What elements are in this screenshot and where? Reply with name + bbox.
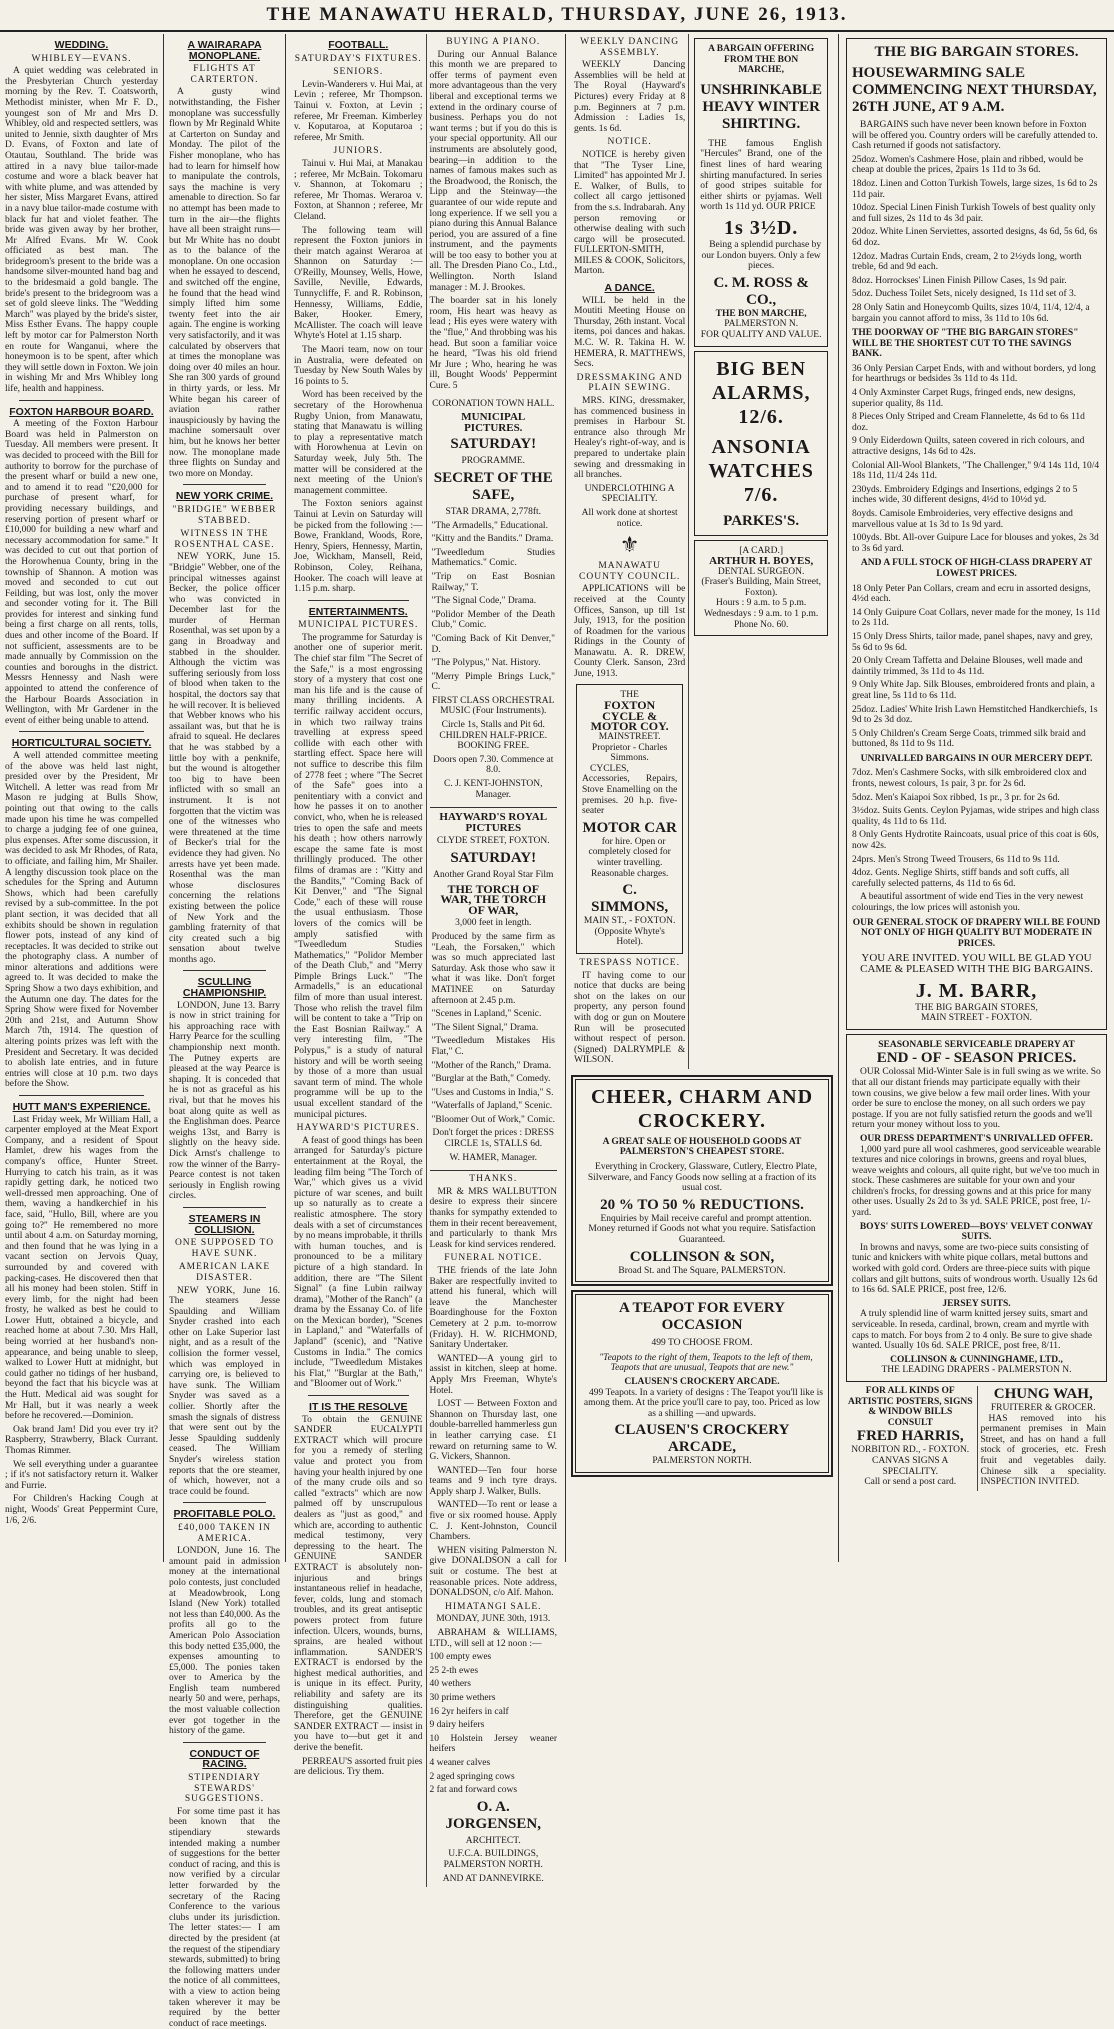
headline-steamers: STEAMERS IN COLLISION.: [188, 1212, 261, 1236]
hayward-street: CLYDE STREET, FOXTON.: [436, 836, 550, 847]
cc-sub: THE LEADING DRAPERS - PALMERSTON N.: [881, 1365, 1072, 1376]
end-title: END - OF - SEASON PRICES.: [876, 1050, 1077, 1067]
boys-title: BOYS' SUITS LOWERED—BOYS' VELVET CONWAY SUITS.: [859, 1221, 1094, 1243]
cycle-body: CYCLES, Accessories, Repairs, Stove Enamelling on the premises. 20 h.p. five-seater: [582, 763, 678, 817]
word-received: Word has been received by the secretary of the Horowhenua Rugby Union, from Manawatu, stating that Manawatu is willing to play a representative match with Horowhenua at Levin on Saturday week, July 5th. The matter will be considered at the next meeting of the Union's management committee.: [294, 390, 423, 496]
maori-team: The Maori team, now on tour in Australia, were defeated on Tuesday by New South Wales by 16 points to 5.: [294, 345, 423, 387]
article-horticultural: A well attended committee meeting of the above was held last night, presided over by the President, Mr Witchell. A letter was read from Mr Mason re judging at Bulls Show, pointing out that owing to the calls made upon his time he was compelled to charge a judging fee of one guinea, plus expenses. After some discussion, it was decided to ask Mr Rhodes, of Rata, to officiate, and failing him, Mr Shailer. A lengthy discussion took place on the schedules for the Spring and Autumn Shows, which had been carefully revised by a sub-committee. In the pot plant section, it was decided that all exhibits should be shown in regulation flower pots, instead of any kind of receptacles. It was decided to strike out the photography class. A number of minor alterations and additions were agreed to. It was decided to make the Spring Show a two days exhibition, and the Autumn one day. The dates for the Spring Show were fixed for November 20th and 21st, and Autumn Show March 7th, 1914. The question of altering points prizes was left with the President and Secretary. It was decided to abolish late entries, and in future entries will close at 10 p.m. two days before the Show.: [5, 751, 158, 1090]
column-5: [838, 34, 1114, 1562]
column-3-left: [291, 34, 426, 1887]
another-film: Another Grand Royal Star Film: [433, 870, 554, 880]
bargain-item: 14 Only Guipure Coat Collars, never made for the money, 1s 11d to 2s 11d.: [852, 607, 1100, 629]
column-4-left: [571, 34, 688, 1069]
ad-coronation: [430, 395, 558, 809]
cheer-title: CHEER, CHARM AND CROCKERY.: [590, 1085, 814, 1132]
torch-programme-item: "Waterfalls of Japland," Scenic.: [431, 1101, 553, 1112]
ad-hayward: [430, 808, 558, 1171]
simmons-address: MAIN ST., - FOXTON. (Opposite Whyte's Hotel).: [583, 916, 676, 948]
ad-cycle: [576, 684, 683, 954]
motor-car: MOTOR CAR: [582, 819, 677, 836]
ad-parkes: [694, 351, 828, 536]
postcard: Call or send a post card.: [864, 1477, 957, 1488]
bargain-item: 3½doz. Suits Gents. Ceylon Pyjamas, wide stripes and high class quality, 4s 11d to 6s 11d.: [852, 806, 1100, 827]
wanted-3: WANTED—To rent or lease a five or six roomed house. Apply C. J. Kent-Johnston, Council Chambers.: [429, 1500, 557, 1543]
fraser: (Fraser's Building, Main Street, Foxton).: [701, 577, 821, 598]
article-steamers: NEW YORK, June 16. The steamers Jesse Spaulding and William Snyder crashed into each other on Lake Superior last night, and as a result of the collision the former vessel, which was employed in carrying ore, is believed to have sunk. The William Snyder was saved as a collier. Shortly after the smash the signals of distress that were sent out by the Jesse Spaulding suddenly ceased. The William Snyder's wireless station reports that the ore steamer, of which, however, not a trace could be found.: [169, 1285, 280, 1497]
programme-label: PROGRAMME.: [461, 456, 526, 467]
column-4: [565, 34, 838, 1562]
bargain-item: Colonial All-Wool Blankets, "The Challenger," 9/4 14s 11d, 10/4 18s 11d, 11/4 24s 11d.: [852, 460, 1100, 482]
subhead-thanks: THANKS.: [469, 1174, 518, 1185]
season-body: OUR Colossal Mid-Winter Sale is in full swing as we write. So that all our distant friends may participate equally with their town cousins, we give below a few mail order lines. With your order be sure to enclose the money, on all such orders we pay postage. If you are not fully satisfied return the goods and we'll return your money without loss to you.: [852, 1067, 1101, 1131]
article-racing: For some time past it has been known that the stipendiary stewards intended making a number of suggestions for the better conduct of racing, and this is now verified by a circular letter forwarded by the secretary of the Racing Conference to the various clubs under its jurisdiction. The letter states:— I am directed by the president (at the request of the stipendiary stewards, submitted) to bring the following matters under the notice of all committees, with a view to action being taken wherever it may be required by the better conduct of race meetings.: [169, 1806, 280, 2029]
a-dance-body: WILL be held in the Moutiti Meeting House on Thursday, 26th instant. Vocal items, poi dances and hakas. M.C. W. R. Takina H. W. HEMERA, R. MATTHEWS, Secs.: [574, 295, 686, 370]
wanted-2: WANTED—Ten four horse teams and 9 inch tyre drays. Apply sharp J. Walker, Bulls.: [429, 1465, 557, 1497]
manager: C. J. KENT-JOHNSTON, Manager.: [444, 779, 543, 800]
bon-marche: THE BON MARCHE,: [715, 308, 807, 319]
bargain-item: 9 Only White Jap. Silk Blouses, embroidered fronts and plain, a great line, 5s 11d to 6s 11d.: [852, 680, 1095, 701]
barr: J. M. BARR,: [915, 979, 1038, 1002]
headline-racing: CONDUCT OF RACING.: [189, 1747, 260, 1771]
headline-hutt: HUTT MAN'S EXPERIENCE.: [12, 1101, 151, 1113]
himatangi-item: 40 wethers: [429, 1679, 471, 1690]
subhead-municipal: MUNICIPAL PICTURES.: [298, 620, 419, 631]
masthead: THE MANAWATU HERALD, THURSDAY, JUNE 26, 1913.: [0, 0, 1114, 32]
subhead-steamers-1: ONE SUPPOSED TO HAVE SUNK.: [174, 1238, 275, 1259]
programme-item: "Polidor Member of the Death Club," Comic.: [431, 609, 555, 631]
programme-item: "Kitty and the Bandits." Drama.: [431, 534, 554, 545]
subhead-dance: WEEKLY DANCING ASSEMBLY.: [580, 37, 680, 58]
subhead-himatangi: HIMATANGI SALE.: [444, 1601, 542, 1612]
parkes: PARKES'S.: [723, 512, 800, 529]
torch-programme-item: "Burglar at the Bath," Comedy.: [431, 1074, 551, 1085]
article-wedding: A quiet wedding was celebrated in the Presbyterian Church yesterday morning by the Rev. T. Coatsworth, Methodist minister, when Mr F. D., youngest son of Mr and Mrs D. Whibley, old and respected settlers, was united to Jennie, sixth daughter of Mrs D. Evans, of Foxton and late of Otautau, Southland. The bride was attired in a navy blue tailor-made costume and wore a black beaver hat with white plume, and was attended by her sister, Miss Margaret Evans, attired in a navy blue tailor-made costume with black fur hat and violet feather. The bride was given away by her brother, Mr Alfred Evans. Mr W. Cook officiated as best man. The bridegroom's present to the bride was a handsome silver-mounted hand bag and to the bridesmaid a gold bangle. The bride's present to the bridegroom was a set of gold sleeve links. The "Wedding March" was played by the bride's sister, Miss Esther Evans. The happy couple left by motor car for Palmerston North en route for Wanganui, where the honeymoon is to be spent, after which they will settle down in Foxton. We join in wishing Mr and Mrs Whibley long life, health and happiness.: [5, 66, 158, 394]
bargain-item: 20 Only Cream Taffetta and Delaine Blouses, well made and daintily trimmed, 3s 11d to 4s 11d.: [852, 656, 1083, 677]
clausen-1: CLAUSEN'S CROCKERY ARCADE.: [624, 1377, 780, 1387]
dental: DENTAL SURGEON.: [717, 566, 805, 577]
shirting-price: 1s 3½D.: [724, 216, 799, 239]
notice-body: NOTICE is hereby given that "The Tyser Line, Limited" has appointed Mr J. E. Walker, of Bulls, to collect all cargo jettisoned from the s.s. Indrabarah. Any person removing or otherwise dealing with such cargo will be prosecuted. FULLERTON-SMITH, MILES & COOK, Solicitors, Marton.: [574, 149, 686, 277]
enquiries: Enquiries by Mail receive careful and prompt attention. Money returned if Goods not what you require. Satisfaction Guaranteed.: [588, 1213, 816, 1246]
article-hutt: Last Friday week, Mr William Hall, a carpenter employed at the Meat Export Company, and a resident of Spout Hamlet, drew his wages from the company's office, Hunter Street. Hurrying to catch his train, as it was rapidly getting dark, he noticed two well-dressed men approaching. One of them, waving a handkerchief in his face, said, "Hullo, Bill, where are you going to?" He remembered no more until about 4 a.m. on Saturday morning, and then found that he was lying in a vacant section on Jervois Quay, surrounded by and covered with packing-cases. He discovered then that all his money had been stolen. Stiff in every limb, for the night had been frosty, he walked as best he could to Lower Hutt, obtained a bicycle, and reached home at about 7.30. Mrs Hall, being worried at her husband's non-appearance, and being unable to sleep, walked to Lower Hutt at midnight, but could gather no tidings of her husband, beyond the fact that his bicycle was at the Hutt. Medical aid was sought for Mr Hall, but it was nearly a week before he recovered.—Dominion.: [5, 1114, 158, 1422]
boyes: ARTHUR H. BOYES,: [709, 555, 814, 568]
bargain-item: 25doz. Women's Cashmere Hose, plain and ribbed, would be cheap at double the prices, 2pairs 1s 11d to 3s 6d.: [852, 154, 1084, 176]
ad-bon-marche: [694, 38, 828, 347]
ties: A beautiful assortment of wide end Ties in the very newest colourings, the low prices will astonish you.: [852, 892, 1084, 913]
headline-resolve: IT IS THE RESOLVE: [309, 1401, 408, 1414]
teapot-poem: "Teapots to the right of them, Teapots to the left of them, Teapots that are unusual, Teapots that are new.": [599, 1352, 813, 1374]
programme-item: "The Polypus," Nat. History.: [431, 658, 541, 669]
himatangi-item: 16 2yr heifers in calf: [429, 1706, 509, 1717]
housewarming: HOUSEWARMING SALE COMMENCING NEXT THURSDAY, 26TH JUNE, AT 9 A.M.: [852, 65, 1097, 115]
bargain-item: 8doz. Horrockses' Linen Finish Pillow Cases, 1s 9d pair.: [852, 275, 1067, 286]
simmons: C. SIMMONS,: [591, 882, 669, 916]
bargain-item: 10doz. Special Linen Finish Turkish Towels of best quality only and full sizes, 2s 11d to 4s 3d pair.: [852, 203, 1096, 224]
ad-perreau: PERREAU'S assorted fruit pies are delicious. Try them.: [294, 1756, 423, 1778]
palmerston: PALMERSTON N.: [724, 319, 799, 330]
teapot-title: A TEAPOT FOR EVERY OCCASION: [618, 1300, 786, 1334]
subhead-ny-1: "BRIDGIE" WEBBER STABBED.: [172, 504, 277, 526]
general-stock: OUR GENERAL STOCK OF DRAPERY WILL BE FOUND NOT ONLY OF HIGH QUALITY BUT MODERATE IN PRICES.: [852, 917, 1101, 949]
subhead-notice: NOTICE.: [607, 137, 652, 148]
feet: 3,000 feet in length.: [455, 918, 532, 929]
ansonia: ANSONIA WATCHES 7/6.: [708, 435, 814, 506]
programme-item: "Coming Back of Kit Denver," D.: [431, 633, 555, 655]
torch-body: Produced by the same firm as "Leah, the Forsaken," which was so much appreciated last Saturday. Ask those who saw it what it was like. Don't forget MATINEE on Saturday afternoon at 2.45 p.m.: [431, 931, 555, 1006]
article-municipal: The programme for Saturday is another one of superior merit. The chief star film "The Secret of the Safe," is a most engrossing story of a mystery that cost one man his life and is the cause of many thrilling incidents. A terrific railway accident occurs, in which two railway trains travelling at express speed collide with each other with startling effect. Space here will not suffice to describe this film of 2778 feet ; where "The Secret of the Safe" goes into a penitentiary with a convict and how he passes it on to another convict, who, when he is released tries to open the safe and meets his death ; how others narrowly escape the same fate is most thrillingly produced. The other films of dramas are : "Kitty and the Bandits," "Coming Back of Kit Denver," and "The Signal Code," each of these will rouse the usual enthusiasm. Those lovers of the comics will be amply satisfied with "Tweedledum Studies Mathematics," "Polidor Member of the Death Club," and "Merry Pimple Brings Luck." "The Armadells," is an educational film of more than usual interest. Those who relish the travel film will be content to take a "Trip on the East Bosnian Railway." A very interesting film, "The Polypus," is a study of natural history and will be worth seeing by those of a more than usual savant term of mind. The whole programme will be up to the usual excellent standard of the municipal pictures.: [294, 632, 423, 1120]
canvas: CANVAS SIGNS A SPECIALITY.: [872, 1455, 949, 1477]
shirting-note: Being a splendid purchase by our London buyers. Only a few pieces.: [701, 239, 822, 272]
column-1: [0, 34, 163, 1562]
motor-body: for hire. Open or completely closed for winter travelling. Reasonable charges.: [588, 836, 671, 879]
column-3: [285, 34, 565, 1884]
ad-barr: [846, 38, 1107, 1030]
collinson: COLLINSON & SON,: [629, 1248, 775, 1265]
column-2: [163, 34, 285, 2029]
saturday-title: SATURDAY!: [450, 436, 537, 453]
article-ny-crime: NEW YORK, June 15. "Bridgie" Webber, one of the principal witnesses against Becker, the police officer who was convicted in December last for the murder of Herman Rosenthal, was set upon by a gang in Broadway and stabbed in the shoulder. Although the victim was suffering seriously from loss of blood when taken to the hospital, the doctors say that he will recover. It is believed that Webber knows who his assailant was, but that he is afraid to squeal. He declares that he was stabbed by a little boy with a penknife, but the wound is altogether too big to have been inflicted with so small an instrument. It is not forgotten that the victim was one of the witnesses who were threatened at the time of Becker's trial for the evidence they had given. No arrests have yet been made. Rosenthal was the man whose disclosures concerning the relations existing between the police of New York and the gambling fraternity of that city created such a big sensation about twelve months ago.: [169, 552, 280, 965]
ad-peppermint: For Children's Hacking Cough at night, Woods' Great Peppermint Cure, 1/6, 2/6.: [5, 1494, 158, 1526]
cycle-street: MAINSTREET.: [598, 732, 661, 743]
headline-football: FOOTBALL.: [328, 39, 389, 51]
teapot-body: 499 Teapots. In a variety of designs : The Teapot you'll like is among them. At the price you'll care to pay, too. Priced as low as a shilling —and upwards.: [583, 1387, 823, 1419]
programme-item: "The Armadells," Educational.: [431, 520, 548, 531]
dressmaking-body: MRS. KING, dressmaker, has commenced business in premises in Harbour St. entrance also through Mr Healey's right-of-way, and is prepared to undertake plain sewing and dressmaking in all branches.: [574, 396, 686, 481]
big-ben: BIG BEN ALARMS, 12/6.: [711, 357, 811, 428]
card-label: [A CARD.]: [739, 545, 784, 556]
dress-dept: OUR DRESS DEPARTMENT'S UNRIVALLED OFFER.: [860, 1133, 1093, 1144]
programme-item: "Merry Pimple Brings Luck," C.: [431, 671, 555, 693]
subhead-hayward: HAYWARD'S PICTURES.: [296, 1123, 420, 1134]
ad-boyes: [694, 540, 828, 637]
bargain-list-1: [852, 155, 1101, 324]
doorway: THE DOORWAY OF "THE BIG BARGAIN STORES" WILL BE THE SHORTEST CUT TO THE SAVINGS BANK.: [852, 328, 1079, 360]
torch-programme-item: "The Silent Signal," Drama.: [431, 1022, 539, 1033]
bargain-list-4: [852, 768, 1101, 889]
dannevirke: AND AT DANNEVIRKE.: [442, 1873, 544, 1884]
himatangi-item: 10 Holstein Jersey weaner heifers: [429, 1733, 557, 1755]
barr-address: MAIN STREET - FOXTON.: [920, 1013, 1032, 1024]
himatangi-item: 2 fat and forward cows: [429, 1785, 518, 1796]
bargain-item: 12doz. Madras Curtain Ends, cream, 2 to 2½yds long, worth treble, 6d and 9d each.: [852, 251, 1082, 273]
fruiterer: FRUITERER & GROCER.: [990, 1402, 1096, 1413]
subhead-ny-2: WITNESS IN THE ROSENTHAL CASE.: [174, 529, 275, 550]
cycle-title: FOXTON CYCLE & MOTOR COY.: [590, 698, 669, 734]
subhead-funeral: FUNERAL NOTICE.: [444, 1253, 543, 1264]
lost: LOST — Between Foxton and Shannon on Thursday last, one double-barrelled hammerless gun in leather carrying case. £1 reward on returning same to W. G. Vickers, Shannon.: [429, 1399, 557, 1463]
himatangi-item: 30 prime wethers: [429, 1692, 496, 1703]
quality-value: FOR QUALITY AND VALUE.: [700, 329, 822, 340]
ross: C. M. ROSS & CO.,: [713, 274, 809, 308]
programme-item: "Trip on East Bosnian Railway," T.: [431, 571, 555, 593]
headline-ny-crime: NEW YORK CRIME.: [175, 490, 274, 503]
full-stock: AND A FULL STOCK OF HIGH-CLASS DRAPERY AT LOWEST PRICES.: [860, 558, 1093, 579]
torch-list: [432, 1009, 556, 1125]
cheer-body: Everything in Crockery, Glassware, Cutlery, Electro Plate, Silverware, and Fancy Goods now selling at a fraction of its usual cost.: [587, 1162, 817, 1194]
mercery: UNRIVALLED BARGAINS IN OUR MERCERY DEPT.: [860, 753, 1093, 764]
article-resolve: To obtain the GENUINE SANDER EUCALYPTI EXTRACT which will procure for you a remedy of sterling value and protect you from having your health injured by one of the many crude oils and so called "extracts" which are now palmed off by unscrupulous dealers as "just as good," and which are, according to authentic medical testimony, very depressing to the heart. The GENUINE SANDER EXTRACT is absolutely non-injurious and brings instantaneous relief in headache, fever, colds, lung and stomach troubles, and its great antiseptic powers protect from future infection. Ulcers, wounds, burns, sprains, are healed without inflammation. SANDER'S EXTRACT is endorsed by the highest medical authorities, and is unique in its effect. Purity, reliability and safety are its distinguishing qualities. Therefore, get the GENUINE SANDER EXTRACT — insist in you have to—but get it and derive the benefit.: [294, 1414, 423, 1754]
orchestral: FIRST CLASS ORCHESTRAL MUSIC (Four Instruments).: [432, 695, 555, 717]
bargain-item: 100yds. Bbt. All-over Guipure Lace for blouses and yokes, 2s 3d to 3s 6d yard.: [852, 533, 1099, 554]
article-polo: LONDON, June 16. The amount paid in admission money at the international polo contests, just concluded at Meadowbrook, Long Island (New York) totalled not less than £40,000. As the profits all go to the American Polo Association this body netted £35,000, the expenses amounting to £5,000. The ponies taken over to America by the English team numbered nearly 50 and were, perhaps, the most valuable collection ever got together in the history of the game.: [169, 1546, 280, 1737]
torch-title: THE TORCH OF WAR, THE TORCH OF WAR,: [440, 881, 547, 917]
jersey-title: JERSEY SUITS.: [942, 1298, 1011, 1309]
barr-sub: THE BIG BARGAIN STORES,: [915, 1002, 1038, 1013]
programme-item: "The Signal Code," Drama.: [431, 596, 537, 607]
ad-oak-jam: Oak brand Jam! Did you ever try it? Raspberry, Strawberry, Black Currant. Thomas Rimmer.: [5, 1424, 158, 1456]
palmerston-north: PALMERSTON NORTH.: [652, 1456, 752, 1467]
dress-circle: Don't forget the prices : DRESS CIRCLE 1s, STALLS 6d.: [432, 1128, 555, 1150]
jersey-body: A truly splendid line of warm knitted jersey suits, smart and serviceable. In reseda, cardinal, brown, cream and myrtle with caps to match. For boys from 2 to 4 only. Be sure to give shade wanted. Usually 10s 6d. SALE PRICE, post free, 8/11.: [852, 1309, 1093, 1352]
shirting-title: UNSHRINKABLE HEAVY WINTER SHIRTING.: [700, 81, 822, 132]
all-work: All work done at shortest notice.: [581, 507, 678, 529]
bargain-item: 5doz. Duchess Toilet Sets, nicely designed, 1s 11d set of 3.: [852, 289, 1077, 300]
himatangi-date: MONDAY, JUNE 30th, 1913.: [436, 1614, 551, 1625]
subhead-football: SATURDAY'S FIXTURES.: [294, 53, 422, 64]
stores-title: THE BIG BARGAIN STORES.: [874, 44, 1079, 60]
thanks-body: MR & MRS WALLBUTTON desire to express their sincere thanks for sympathy extended to them in their recent bereavement, and particularly to thank Mrs Leask for kind services rendered.: [429, 1186, 557, 1250]
bargain-list-3: [852, 584, 1101, 750]
torch-programme-item: "Scenes in Lapland," Scenic.: [431, 1009, 542, 1020]
jorgensen: O. A. JORGENSEN,: [445, 1798, 541, 1832]
broad-street: Broad St. and The Square, PALMERSTON.: [618, 1265, 786, 1276]
himatangi-item: 100 empty ewes: [429, 1652, 492, 1663]
prices: Circle 1s, Stalls and Pit 6d. CHILDREN HALF-PRICE. BOOKING FREE.: [439, 720, 548, 752]
subhead-juniors: JUNIORS.: [333, 146, 383, 157]
bargain-item: 8oyds. Camisole Embroideries, very effective designs and marvellous value at 1s 3d to 1s 9d yard.: [852, 509, 1073, 530]
headline-a-dance: A DANCE.: [604, 282, 655, 295]
harris-pre: FOR ALL KINDS OF ARTISTIC POSTERS, SIGNS & WINDOW BILLS CONSULT: [847, 1385, 973, 1428]
torch-programme-item: "Bloomer Out of Work," Comic.: [431, 1114, 555, 1125]
fixtures-juniors: Tainui v. Hui Mai, at Manakau ; referee, Mr McBain. Tokomaru v. Shannon, at Tokomaru ; referee, Mr Thomas. Weraroa v. Foxton, at Shannon ; referee, Mr Cleland.: [294, 158, 423, 222]
article-harbour: A meeting of the Foxton Harbour Board was held in Palmerston on Tuesday. All members were present. It was decided to proceed with the Bill for authority to borrow for the purchase of the present wharf or build a new one, and to amend it to read "£20,000 for purchase of present wharf, for providing necessary buildings, and reserving portion of present wharf or £10,000 for building a new wharf and necessary accommodation for same." It was decided to cut out that portion of the Horowhenua County, bring in the township of Shannon. A motion was moved and seconded to cut out Feilding, but was lost, only the mover and seconder voting for it. The Bill provides for interest and sinking fund being a first charge on all rents, tolls, dues and other income of the Board. If not sufficient, assessments are to be made annually by Commission on the counties and boroughs in the district. Messrs Hennessy and Nash were appointed to attend the conference of the Harbour Boards Association in Wellington, with Mr Gardener in the event of either being unable to attend.: [5, 419, 158, 726]
bargain-item: 7doz. Men's Cashmere Socks, with silk embroidered clox and fronts, newest colours, 1s pair, 3 pr. for 2s 6d.: [852, 768, 1087, 790]
subhead-steamers-2: AMERICAN LAKE DISASTER.: [178, 1262, 271, 1283]
bargain-item: 4 Only Axminster Carpet Rugs, fringed ends, new designs, superior quality, 8s 11d.: [852, 388, 1076, 409]
himatangi-item: 2 aged springing cows: [429, 1771, 515, 1782]
bargain-item: 230yds. Embroidery Edgings and Insertions, edgings 2 to 5 inches wide, 30 different designs, 4½d to 10½d yd.: [852, 484, 1078, 506]
bargain-item: 20doz. White Linen Serviettes, assorted designs, 4s 6d, 5s 6d, 6s 6d doz.: [852, 227, 1098, 248]
article-piano: During our Annual Balance this month we are prepared to offer terms of payment even more advantageous than the very liberal and exceptional terms we extend in the ordinary course of business. Perhaps you do not want terms ; but if you do this is your special opportunity. All our instruments are absolutely good, bearing—in addition to the names of famous makes such as the Broadwood, the Ronisch, the Lipp and the Steinway—the guarantee of our wide repute and long experience. If we sell you a piano during this Annual Balance period, you are assured of a fine instrument, and the payments will be too easy to bother you at all. The Dresden Piano Co., Ltd., Wellington. North Island manager : M. J. Brookes.: [429, 49, 557, 293]
hayward-title: HAYWARD'S ROYAL PICTURES: [439, 811, 548, 834]
headline-harbour: FOXTON HARBOUR BOARD.: [9, 405, 154, 418]
fixtures-seniors: Levin-Wanderers v. Hui Mai, at Levin ; referee, Mr Thompson. Tainui v. Foxton, at Levin ; referee, Mr Freeman. Kimberley v. Koputaroa, at Koputaroa ; referee, Mr Smith.: [294, 79, 423, 143]
chung-body: HAS removed into his permanent premises in Main Street, and has on hand a full stock of groceries, etc. Fresh fruit and vegetables daily. Chinese silk a speciality. INSPECTION INVITED.: [980, 1413, 1106, 1488]
himatangi-list: [430, 1652, 558, 1796]
saturday-2: SATURDAY!: [450, 850, 537, 866]
programme-list: [432, 521, 556, 693]
ad-chung-wah: [977, 1386, 1110, 1491]
subhead-polo: £40,000 TAKEN IN AMERICA.: [178, 1522, 271, 1544]
crest-icon: ⚜: [619, 532, 640, 558]
invited: YOU ARE INVITED. YOU WILL BE GLAD YOU CAME & PLEASED WITH THE BIG BARGAINS.: [860, 952, 1093, 975]
cc-title: COLLINSON & CUNNINGHAME, LTD.,: [890, 1354, 1063, 1365]
ad-teapot: [571, 1290, 833, 1477]
team-juniors: The following team will represent the Foxton juniors in their match against Weraroa at Shannon on Saturday :— O'Reilly, Mounsey, Wells, Howe, Saville, Neville, Edwards, Tunnycliffe, F. and R. Robinson, Hennessy, Williams, Eddie, Baker, Hooker. Emery, McAllister. The coach will leave Whyte's Hotel at 1.15 sharp.: [294, 225, 423, 342]
wanted-1: WANTED—A young girl to assist in kitchen, sleep at home. Apply Mrs Freeman, Whyte's Hotel.: [429, 1353, 557, 1396]
bargain-item: 5doz. Men's Kaiapoi Sox ribbed, 1s pr., 3 pr. for 2s 6d.: [852, 792, 1060, 803]
column-4-right: [688, 34, 833, 1069]
phone: Phone No. 60.: [733, 619, 789, 630]
headline-sculling: SCULLING CHAMPIONSHIP.: [182, 976, 267, 1000]
headline-horticultural: HORTICULTURAL SOCIETY.: [11, 737, 152, 750]
chung: CHUNG WAH,: [993, 1385, 1093, 1402]
subhead-council: MANAWATU COUNTY COUNCIL.: [579, 561, 681, 582]
headline-entertainments: ENTERTAINMENTS.: [308, 605, 408, 618]
subhead-wedding: WHIBLEY—EVANS.: [31, 53, 132, 64]
article-sculling: LONDON, June 13. Barry is now in strict training for his approaching race with Harry Pearce for the sculling championship next month. The Putney experts are pleased at the way Pearce is shaping. It is conceded that he is not as graceful as his rival, but that he moves his boat along quite as well as the Englishman does. Pearce weighs 13st, and Barry is slightly on the heavy side. Dick Arnst's challenge to row the winner of the Barry-Pearce contest is not taken seriously in English rowing circles.: [169, 1000, 280, 1202]
choose: 499 TO CHOOSE FROM.: [651, 1338, 753, 1349]
trespass-body: IT having come to our notice that ducks are being shot on the lakes on our property, any person found with dog or gun on Moutere Run will be prosecuted without respect of person. (Signed) DALRYMPLE & WILSON.: [574, 970, 686, 1066]
donaldson: WHEN visiting Palmerston N. give DONALDSON a call for suit or costume. The best at reasonable prices. Note address, DONALDSON, c/o Alf. Mahon.: [429, 1545, 557, 1599]
ad-end-of-season: [846, 1034, 1107, 1382]
bargain-item: 28 Only Satin and Honeycomb Quilts, sizes 10/4, 11/4, 12/4, a bargain you cannot afford to miss, 3s 11d to 10s 6d.: [852, 302, 1090, 324]
subhead-trespass: TRESPASS NOTICE.: [579, 957, 680, 968]
himatangi-item: 25 2-th ewes: [429, 1665, 479, 1676]
bargain-item: 18doz. Linen and Cotton Turkish Towels, large sizes, 1s 6d to 2s 11d pair.: [852, 178, 1098, 200]
bottom-ads: [844, 1386, 1109, 1491]
coronation-title: CORONATION TOWN HALL.: [432, 398, 555, 409]
cycle-prop: Proprietor - Charles Simmons.: [591, 742, 668, 764]
doors: Doors open 7.30. Commence at 8.0.: [433, 754, 554, 776]
article-monoplane: A gusty wind notwithstanding, the Fisher monoplane was successfully flown by Mr Reginald White at Carterton on Sunday and Monday. The pilot of the Fisher monoplane, who has had to learn for himself how to manipulate the controls, says the machine is very amenable to direction. So far no attempt has been made to turn in the air—the flights have all been straight runs—but Mr White has no doubt as to the balance of the monoplane. On one occasion when he essayed to descend, and switched off the engine, he found that the head wind simply lifted him some twenty feet into the air again. The engine is working very satisfactorily, and it was calculated by observers that at times the monoplane was doing over 40 miles an hour. She ran 300 yards of ground in thirty yards, or less. Mr White began his career of aviation rather inauspiciously by having the machine somersault over him, but he knows her better now. The monoplane made three flights on Sunday and two more on Monday.: [169, 87, 280, 479]
cheer-sub: A GREAT SALE OF HOUSEHOLD GOODS AT PALMERSTON'S CHEAPEST STORE.: [602, 1136, 802, 1158]
torch-programme-item: "Uses and Customs in India," S.: [431, 1087, 554, 1098]
reductions: 20 % TO 50 % REDUCTIONS.: [600, 1196, 804, 1213]
bargain-item: 24prs. Men's Strong Tweed Trousers, 6s 11d to 9s 11d.: [852, 854, 1060, 865]
secret-title: SECRET OF THE SAFE,: [433, 469, 553, 503]
article-hayward: A feast of good things has been arranged for Saturday's picture entertainment at the Royal, the leading film being "The Torch of War," which gives us a vivid picture of war scenes, and built up so naturally as to create a realistic atmosphere. The story deals with a set of circumstances by no means improbable, it thrills with human touches, and is pronounced to be a military picture of a high standard. In addition, there are "The Silent Signal" (a fine Lubin railway drama), "Mother of the Ranch" (a drama by the Essanay Co. of life on the Mexican border), "Scenes in Lapland," and "Waterfalls of Japland" (scenic), and "Native Customs in India." The comics include, "Tweedledum Mistakes his Flat," "Burglar at the Bath," and "Bloomer out of Work.": [294, 1135, 423, 1390]
harris: FRED HARRIS,: [856, 1428, 964, 1445]
dance-body: WEEKLY Dancing Assemblies will be held at The Royal (Hayward's Pictures) every Friday at 8 p.m. Beginners at 7 p.m. Admission : Ladies 1s, gents. 1s 6d.: [574, 60, 686, 134]
hamer: W. HAMER, Manager.: [449, 1152, 537, 1163]
bargain-list-2: [852, 364, 1101, 555]
bargain-item: 5 Only Children's Cream Serge Coats, trimmed silk braid and buttoned, 8s 11d to 9s 11d.: [852, 728, 1086, 750]
subhead-monoplane: FLIGHTS AT CARTERTON.: [190, 64, 259, 85]
subhead-seniors: SENIORS.: [333, 67, 384, 78]
clausen-2: CLAUSEN'S CROCKERY ARCADE,: [614, 1422, 790, 1456]
himatangi-item: 4 weaner calves: [429, 1757, 491, 1768]
subhead-dressmaking: DRESSMAKING AND PLAIN SEWING.: [576, 372, 683, 394]
bargain-item: 8 Only Gents Hydrotite Raincoats, usual price of this coat is 60s, now 42s.: [852, 830, 1099, 852]
column-3-right: [426, 34, 561, 1887]
programme-item: "Tweedledum Studies Mathematics." Comic.: [431, 547, 555, 569]
headline-monoplane: A WAIRARAPA MONOPLANE.: [187, 39, 262, 62]
bargain-item: 15 Only Dress Shirts, tailor made, panel shapes, navy and grey, 5s 6d to 9s 6d.: [852, 631, 1093, 653]
star-drama: STAR DRAMA, 2,778ft.: [445, 506, 542, 517]
council-body: APPLICATIONS will be received at the County Offices, Sanson, up till 1st July, 1913, for the position of Roadmen for the various Ridings in the County of Manawatu. A. R. DREW, County Clerk. Sanson, 23rd June, 1913.: [574, 584, 686, 680]
bargain-item: 25doz. Ladies' White Irish Lawn Hemstitched Handkerchiefs, 1s 9d to 2s 3d doz.: [852, 704, 1098, 726]
ad-cheer-charm: [571, 1075, 833, 1286]
ad-harris: [844, 1386, 977, 1491]
boys-body: In browns and navys, some are two-piece suits consisting of tunic and knickers with white pique collars, metal buttons and worked with gold cord. Orders are three-piece suits with pique collars and gilt buttons, suits of wondrous worth. Usually 12s 6d to 16s 6d. SALE PRICE, post free, 12/6.: [852, 1242, 1098, 1296]
bargains-intro: BARGAINS such have never been known before in Foxton will be offered you. Country orders will be carefully attended to. Cash returned if goods not satisfactory.: [852, 120, 1098, 152]
architect: ARCHITECT.: [465, 1835, 521, 1846]
bargain-item: 4doz. Gents. Neglige Shirts, stiff bands and soft cuffs, all carefully selected patterns, 4s 11d to 6s 6d.: [852, 868, 1070, 889]
headline-polo: PROFITABLE POLO.: [173, 1508, 276, 1521]
cycle-the: THE: [620, 689, 639, 700]
dress-body: 1,000 yard pure all wool cashmeres, good serviceable wearable textures and nice colorings in browns, greens and royal blues, weave weights and colours, all quite right, but we've too much in stock. These cashmeres are suitable for your own and your children's frocks, for dressing gowns and at this price for many other uses. Usually 2s 2d to 3s yd. SALE PRICE, post free, 1/- yard.: [852, 1144, 1101, 1219]
bargain-item: 9 Only Eiderdown Quilts, sateen covered in rich colours, and attractive designs, 14s 6d to 42s.: [852, 436, 1085, 458]
torch-programme-item: "Mother of the Ranch," Drama.: [431, 1060, 552, 1071]
himatangi-body: ABRAHAM & WILLIAMS, LTD., will sell at 12 noon :—: [429, 1628, 557, 1649]
funeral-body: THE friends of the late John Baker are respectfully invited to attend his funeral, which will leave the Manchester Boardinghouse for the Foxton Cemetery at 2 p.m. to-morrow (Friday). H. W. RICHMOND, Sanitary Undertaker.: [429, 1266, 557, 1351]
himatangi-item: 9 dairy heifers: [429, 1720, 485, 1731]
hours: Hours : 9 a.m. to 5 p.m. Wednesdays : 9 a.m. to 1 p.m.: [704, 598, 819, 620]
subhead-racing: STIPENDIARY STEWARDS' SUGGESTIONS.: [184, 1773, 265, 1805]
season-title: SEASONABLE SERVICEABLE DRAPERY AT: [878, 1039, 1075, 1050]
bargain-item: 18 Only Peter Pan Collars, cream and ecru in assorted designs, 4½d each.: [852, 583, 1091, 605]
bargain-item: 36 Only Persian Carpet Ends, with and without borders, yd long for hearthrugs or bedsides 3s 11d to 4s 11d.: [852, 363, 1096, 385]
bargain-item: 8 Pieces Only Striped and Cream Flannelette, 4s 6d to 6s 11d doz.: [852, 412, 1085, 433]
headline-wedding: WEDDING.: [54, 39, 109, 51]
harris-address: NORBITON RD., - FOXTON.: [851, 1445, 970, 1456]
ufca: U.F.C.A. BUILDINGS, PALMERSTON NORTH.: [443, 1849, 543, 1870]
shirting-body: THE famous English "Hercules" Brand, one of the finest lines of hard wearing shirting manufactured. In series of good stripes suitable for either shirts or pyjamas. Well worth 1s 11d yd. OUR PRICE: [700, 138, 822, 213]
bargain-offer: A BARGAIN OFFERING FROM THE BON MARCHE,: [708, 44, 815, 76]
underclothing: UNDERCLOTHING A SPECIALITY.: [584, 483, 675, 505]
poem-boarder: The boarder sat in his lonely room, His heart was heavy as lead ; His eyes were watery with the "flue," And throbbing was his head. But soon a familiar voice he heard, "Twas his old friend Mr Jure ; Who, hearing he was ill, Bought Woods' Peppermint Cure. 5: [429, 296, 557, 391]
subhead-piano: BUYING A PIANO.: [446, 37, 541, 47]
team-seniors: The Foxton seniors against Tainui at Levin on Saturday will be picked from the following :— Bowe, Frankland, Woods, Rore, Henry, Spiers, Hennessy, Martin, Joe, Wickham, Mansell, Reid, Robinson, Coley, Reihana, Hooker. The coach will leave at 1.15 p.m. sharp.: [294, 499, 423, 595]
torch-programme-item: "Tweedledum Mistakes His Flat," C.: [431, 1036, 555, 1057]
ad-guarantee: We sell everything under a guarantee ; if it's not satisfactory return it. Walker and Furrie.: [5, 1459, 158, 1491]
municipal-title: MUNICIPAL PICTURES.: [461, 411, 526, 434]
